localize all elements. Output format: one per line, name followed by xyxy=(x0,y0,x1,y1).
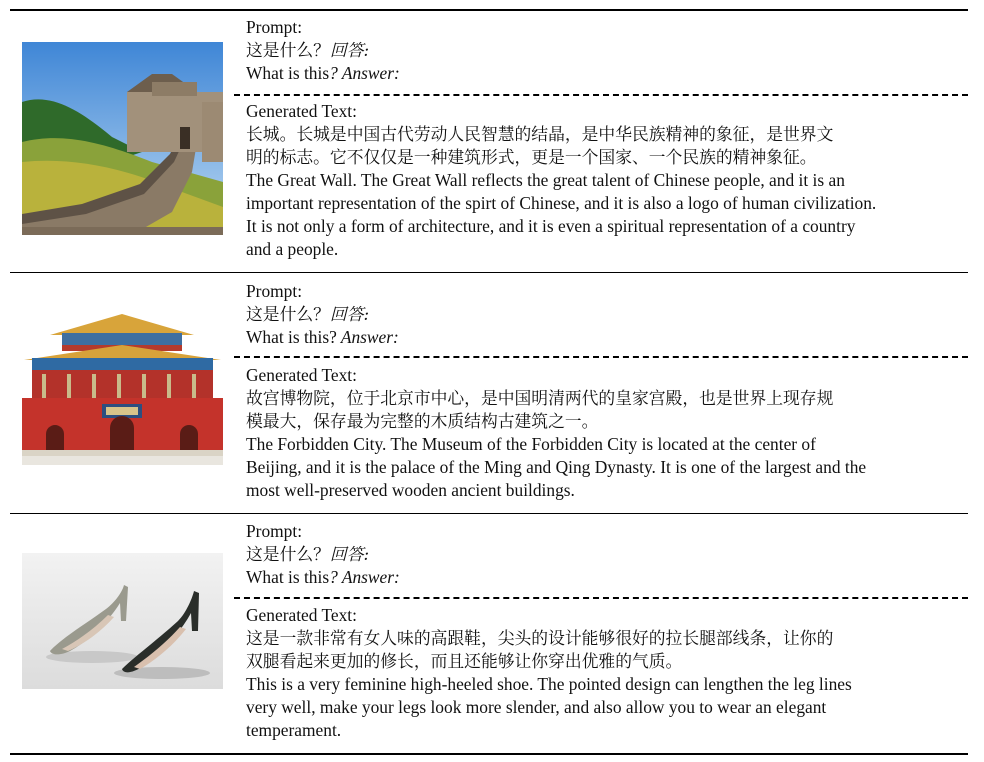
generated-en-line: The Forbidden City. The Museum of the Forbidden City is located at the center of xyxy=(246,434,816,454)
prompt-label: Prompt: xyxy=(246,281,303,301)
generated-zh-line: 模最大，保存最为完整的木质结构古建筑之一。 xyxy=(246,411,599,431)
prompt-en-answer: ? Answer: xyxy=(329,567,400,587)
generated-en-line: important representation of the spirt of Chinese, and it is also a logo of human civilization. xyxy=(246,193,877,213)
prompt-zh: 这是什么？ xyxy=(246,544,330,564)
row-2-generated xyxy=(246,364,966,502)
prompt-en-answer: Answer: xyxy=(336,327,399,347)
generated-en-line: Beijing, and it is the palace of the Ming and Qing Dynasty. It is one of the largest and the xyxy=(246,457,867,477)
prompt-en: What is this xyxy=(246,567,330,587)
prompt-zh-answer: 回答: xyxy=(329,544,370,564)
prompt-label: Prompt: xyxy=(246,17,303,37)
row-1-text xyxy=(246,16,966,85)
row-separator-1 xyxy=(10,272,968,273)
table-top-rule xyxy=(10,9,968,11)
generated-en-line: The Great Wall. The Great Wall reflects the great talent of Chinese people, and it is an xyxy=(246,170,845,190)
prompt-en: What is this? xyxy=(246,327,337,347)
dashed-divider-3 xyxy=(234,597,968,599)
forbidden-city-image xyxy=(22,300,223,465)
generated-en-line: most well-preserved wooden ancient buildings. xyxy=(246,480,575,500)
row-1-generated xyxy=(246,100,966,261)
generated-label: Generated Text: xyxy=(246,101,357,121)
high-heel-shoes-image xyxy=(22,553,223,689)
prompt-zh: 这是什么？ xyxy=(246,304,330,324)
generated-en-line: This is a very feminine high-heeled shoe. The pointed design can lengthen the leg lines xyxy=(246,674,852,694)
row-separator-2 xyxy=(10,513,968,514)
prompt-zh-answer: 回答: xyxy=(329,40,370,60)
generated-en-line: and a people. xyxy=(246,239,339,259)
generated-label: Generated Text: xyxy=(246,365,357,385)
prompt-en: What is this xyxy=(246,63,330,83)
generated-zh-line: 明的标志。它不仅仅是一种建筑形式，更是一个国家、一个民族的精神象征。 xyxy=(246,147,817,167)
prompt-zh: 这是什么？ xyxy=(246,40,330,60)
generated-en-line: very well, make your legs look more slender, and also allow you to wear an elegant xyxy=(246,697,827,717)
row-2-text xyxy=(246,280,966,349)
dashed-divider-1 xyxy=(234,94,968,96)
prompt-zh-answer: 回答: xyxy=(329,304,370,324)
prompt-en-answer: ? Answer: xyxy=(329,63,400,83)
generated-label: Generated Text: xyxy=(246,605,357,625)
generated-en-line: temperament. xyxy=(246,720,342,740)
great-wall-image xyxy=(22,42,223,235)
generated-zh-line: 长城。长城是中国古代劳动人民智慧的结晶，是中华民族精神的象征，是世界文 xyxy=(246,124,834,144)
row-3-text xyxy=(246,520,966,589)
generated-zh-line: 双腿看起来更加的修长，而且还能够让你穿出优雅的气质。 xyxy=(246,651,683,671)
table-bottom-rule xyxy=(10,753,968,755)
row-3-generated xyxy=(246,604,966,742)
prompt-label: Prompt: xyxy=(246,521,303,541)
generated-zh-line: 这是一款非常有女人味的高跟鞋，尖头的设计能够很好的拉长腿部线条，让你的 xyxy=(246,628,834,648)
dashed-divider-2 xyxy=(234,356,968,358)
generated-en-line: It is not only a form of architecture, and it is even a spiritual representation of a country xyxy=(246,216,856,236)
generated-zh-line: 故宫博物院，位于北京市中心，是中国明清两代的皇家宫殿，也是世界上现存规 xyxy=(246,388,834,408)
